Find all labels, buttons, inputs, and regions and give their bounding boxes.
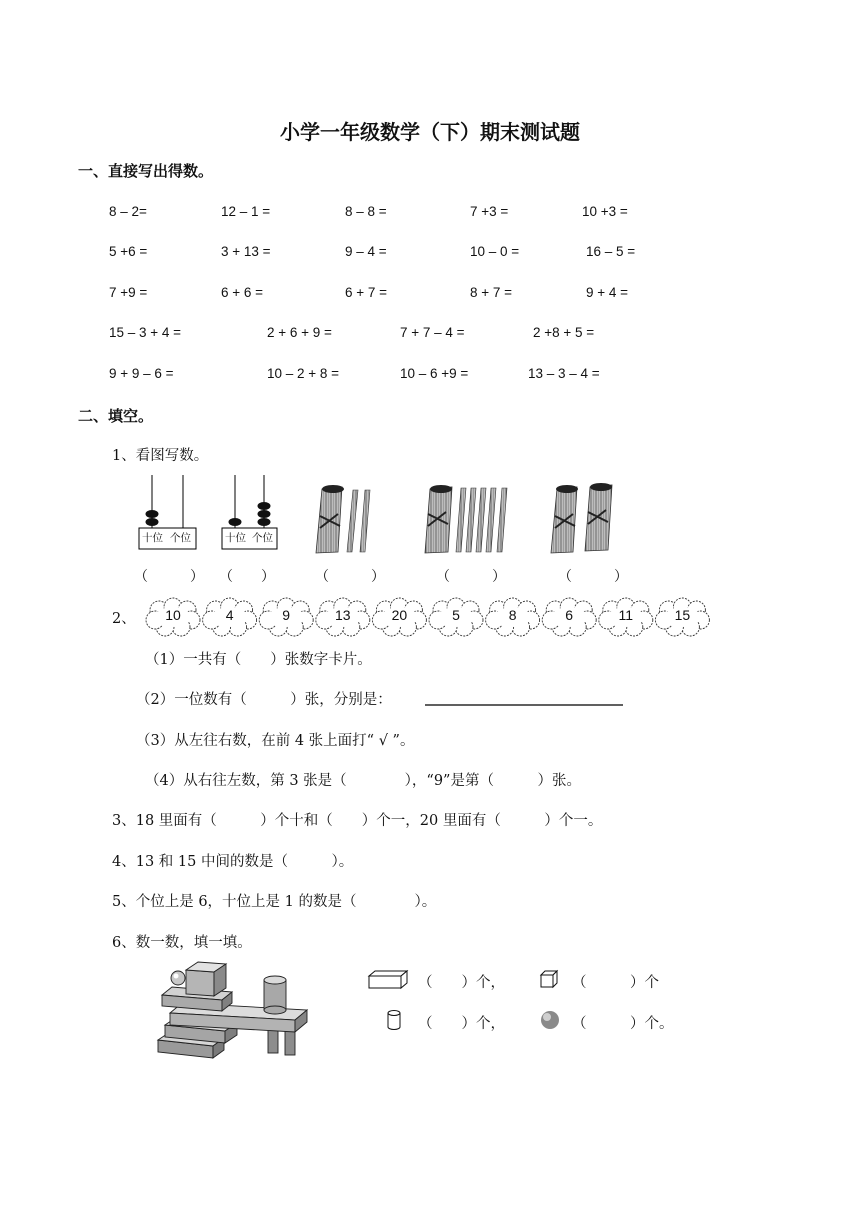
equation: 12 – 1 =	[221, 204, 271, 219]
card-number: 20	[391, 607, 408, 623]
equation: 9 + 4 =	[586, 285, 629, 300]
equation: 6 + 7 =	[345, 285, 388, 300]
question-2-part-4: （4）从右往左数，第 3 张是（ ），“9”是第（ ）张。	[145, 773, 581, 789]
section-2-heading: 二、填空。	[78, 407, 154, 425]
equation: 6 + 6 =	[221, 285, 264, 300]
card-number: 6	[565, 607, 574, 623]
cylinder-count-blank[interactable]: （ ）个，	[418, 1016, 505, 1032]
equation: 10 – 2 + 8 =	[267, 366, 340, 381]
section-1-heading: 一、直接写出得数。	[78, 162, 214, 180]
question-4: 4、13 和 15 中间的数是（ ）。	[112, 854, 354, 870]
answer-blank[interactable]: （ ）	[315, 569, 385, 585]
equation: 10 +3 =	[582, 204, 628, 219]
equation: 8 – 8 =	[345, 204, 387, 219]
equation: 10 – 0 =	[470, 244, 520, 259]
card-number: 13	[335, 607, 351, 623]
card-number: 9	[282, 607, 291, 623]
cuboid-count-blank[interactable]: （ ）个，	[418, 975, 505, 991]
sphere-count-blank[interactable]: （ ）个。	[572, 1016, 674, 1032]
question-6-label: 6、数一数，填一填。	[112, 935, 252, 951]
equation: 9 + 9 – 6 =	[109, 366, 174, 381]
cube-count-blank[interactable]: （ ）个	[572, 975, 659, 991]
equation: 2 + 6 + 9 =	[267, 325, 332, 340]
question-5: 5、个位上是 6，十位上是 1 的数是（ ）。	[112, 894, 437, 910]
question-2-part-2: （2）一位数有（ ）张，分别是：	[136, 692, 392, 708]
question-1-label: 1、看图写数。	[112, 448, 209, 464]
tens-label: 十位	[142, 532, 163, 544]
question-2-part-1: （1）一共有（ ）张数字卡片。	[145, 652, 372, 668]
card-number: 5	[452, 607, 460, 623]
equation: 7 +9 =	[109, 285, 148, 300]
equation: 13 – 3 – 4 =	[528, 366, 600, 381]
equation: 7 + 7 – 4 =	[400, 325, 465, 340]
equation: 15 – 3 + 4 =	[109, 325, 182, 340]
equation: 7 +3 =	[470, 204, 509, 219]
equation: 8 + 7 =	[470, 285, 513, 300]
answer-blank[interactable]: （ ）	[219, 569, 275, 585]
equation: 16 – 5 =	[586, 244, 636, 259]
answer-blank[interactable]: （ ）	[436, 569, 506, 585]
equation: 9 – 4 =	[345, 244, 387, 259]
answer-blank[interactable]: （ ）	[558, 569, 628, 585]
tens-label: 十位	[225, 532, 246, 544]
page-title: 小学一年级数学（下）期末测试题	[280, 120, 580, 144]
question-2-part-3: （3）从左往右数，在前 4 张上面打“ √ ”。	[136, 733, 415, 749]
answer-blank[interactable]: （ ）	[134, 569, 204, 585]
equation: 8 – 2=	[109, 204, 147, 219]
equation: 2 +8 + 5 =	[533, 325, 595, 340]
question-3: 3、18 里面有（ ）个十和（ ）个一，20 里面有（ ）个一。	[112, 813, 603, 829]
card-number: 4	[225, 607, 234, 623]
card-number: 11	[618, 607, 634, 623]
equation: 3 + 13 =	[221, 244, 271, 259]
card-number: 10	[165, 607, 181, 623]
equation: 10 – 6 +9 =	[400, 366, 469, 381]
ones-label: 个位	[252, 532, 273, 544]
ones-label: 个位	[170, 532, 191, 544]
question-2-label: 2、	[112, 611, 136, 627]
card-number: 15	[674, 607, 691, 623]
card-number: 8	[508, 607, 517, 623]
equation: 5 +6 =	[109, 244, 148, 259]
